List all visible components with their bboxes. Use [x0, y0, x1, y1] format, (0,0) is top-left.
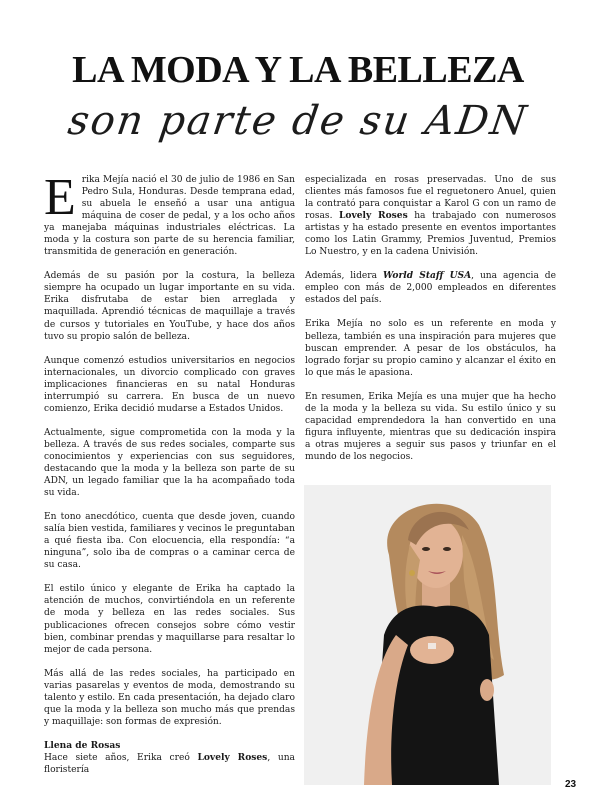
company-name: World Staff USA [382, 270, 472, 282]
paragraph-roses-cont [305, 174, 556, 258]
text-segment: , una agencia de empleo con más de 2,000 empleados en diferentes estados del país. [305, 271, 556, 306]
text-segment: , una floristería [44, 752, 295, 775]
paragraph-style: El estilo único y elegante de Erika ha captado la atención de muchos, convirtiéndola en un referente de moda y belleza en las redes sociales. Sus publicaciones ofrecen consejos sobre cómo vestir bien, combinar prendas y maquillarse para resaltar lo mejor de cada persona. [44, 584, 295, 655]
paragraph-runways: Más allá de las redes sociales, ha participado en varias pasarelas y eventos de moda, demostrando su talento y estilo. En cada presentación, ha dejado claro que la moda y la belleza son mucho más que prendas y maquillaje: son formas de expresión. [44, 668, 295, 727]
text-column-left [44, 169, 295, 788]
paragraph-social: Actualmente, sigue comprometida con la moda y la belleza. A través de sus redes sociales, comparte sus conocimientos y experiencias con sus seguidores, destacando que la moda y la belleza son parte de su ADN, un legado familiar que la ha acompañado toda su vida. [44, 427, 295, 499]
drop-cap: E [44, 169, 76, 226]
paragraph-summary: En resumen, Erika Mejía es una mujer que ha hecho de la moda y la belleza su vida. Su estilo único y su capacidad emprendedora la han convertido en una figura influyente, mientras que su dedicación inspira a otras mujeres a seguir sus pasos y triunfar en el mundo de los negocios. [305, 391, 556, 462]
paragraph-studies: Aunque comenzó estudios universitarios en negocios internacionales, un divorcio complicado con graves implicaciones financieras en su natal Honduras interrumpió su carrera. En busca de un nuevo comienzo, Erika decidió mudarse a Estados Unidos. [44, 355, 295, 414]
section-subhead: Llena de Rosas [44, 739, 121, 751]
portrait-photo [304, 485, 551, 785]
article-title: LA MODA Y LA BELLEZA [72, 49, 524, 91]
text-segment: especializada en rosas preservadas. Uno de sus clientes más famosos fue el reguetonero Anuel, quien la contrató para conquistar a Karol G con un ramo de rosas. [305, 175, 556, 222]
paragraph-inspiration: Erika Mejía no solo es un referente en moda y belleza, también es una inspiración para mujeres que buscan emprender. A pesar de los obstáculos, ha logrado forjar su propio camino y alcanzar el éxito en lo que más le apasiona. [305, 319, 556, 378]
text-segment: Además, lidera [305, 271, 383, 282]
brand-name: Lovely Roses [197, 751, 268, 763]
paragraph-intro [44, 169, 295, 258]
paragraph-intro-text: rika Mejía nació el 30 de julio de 1986 en San Pedro Sula, Honduras. Desde temprana edad, su abuela le enseñó a usar una antigua máquina de coser de pedal, y a los ocho años ya manejaba máquinas industriales eléctricas. La moda y la costura son parte de su herencia familiar, transmitida de generación en generación. [44, 175, 295, 258]
paragraph-beauty: Además de su pasión por la costura, la belleza siempre ha ocupado un lugar importante en su vida. Erika disfrutaba de estar bien arreglada y maquillada. Aprendió técnicas de maquillaje a través de cursos y tutoriales en YouTube, y hace dos años tuvo su propio salón de belleza. [44, 271, 295, 342]
paragraph-roses-start [44, 752, 295, 776]
paragraph-anecdote: En tono anecdótico, cuenta que desde joven, cuando salía bien vestida, familiares y vecinos le preguntaban a qué fiesta iba. Con elocuencia, ella respondía: “a ninguna”, solo iba de compras o a caminar cerca de su casa. [44, 512, 295, 571]
article-subtitle: son parte de su ADN [65, 98, 531, 144]
text-column-right [305, 174, 556, 475]
text-segment: Hace siete años, Erika creó [44, 752, 198, 763]
page-number: 23 [565, 779, 577, 790]
paragraph-agency [305, 270, 556, 306]
text-segment: ha trabajado con numerosos artistas y ha estado presente en eventos importantes como los Latin Grammy, Premios Juventud, Premios Lo Nuestro, y en la cadena Univisión. [305, 211, 556, 258]
brand-name: Lovely Roses [338, 210, 408, 222]
portrait-illustration [304, 485, 551, 785]
